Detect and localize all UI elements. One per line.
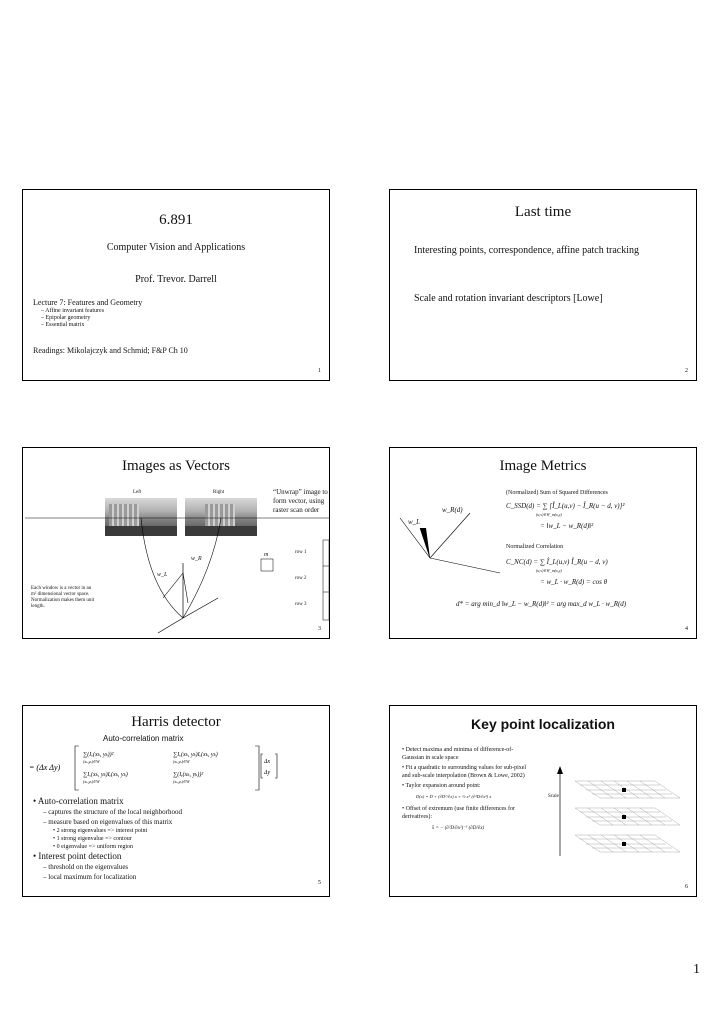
slide-number: 6: [685, 884, 688, 890]
unwrap-caption: “Unwrap” image to form vector, using raster scan order: [273, 488, 328, 514]
sub-bullet: – measure based on eigenvalues of this matrix: [43, 818, 173, 826]
slide-number: 3: [318, 626, 321, 632]
eig-item: • 2 strong eigenvalues => interest point: [53, 828, 148, 834]
nc-cosine: = w_L · w_R(d) = cos θ: [540, 578, 608, 586]
bullet: • Fit a quadratic to surrounding values for sub-pixel and sub-scale interpolation (Brown & Lowe, 2002): [402, 765, 527, 779]
slide-number: 2: [685, 368, 688, 374]
ssd-norm: = ‖w_L − w_R(d)‖²: [540, 522, 594, 530]
sub-bullet: – threshold on the eigenvalues: [43, 863, 129, 871]
nc-subscript: (u,v)∈W_m(x,y): [536, 568, 562, 573]
svg-text:∑Iₓ(xₖ, yₖ)Iᵧ(xₖ, yₖ): ∑Iₓ(xₖ, yₖ)Iᵧ(xₖ, yₖ): [83, 772, 128, 778]
ssd-title: (Normalized) Sum of Squared Differences: [506, 490, 608, 496]
vector-label-wr: w_R: [191, 556, 202, 562]
eig-item: • 0 eigenvalue => uniform region: [53, 844, 134, 850]
slide-1: [22, 189, 330, 381]
row-label: row 2: [295, 576, 307, 581]
vector-label-wl: w_L: [408, 518, 421, 526]
left-image-label: Left: [133, 490, 142, 495]
svg-text:(xₖ,yₖ)∈W: (xₖ,yₖ)∈W: [173, 759, 190, 764]
slide-title: Key point localization: [471, 716, 615, 732]
autocorrelation-matrix: [23, 706, 330, 796]
slide-title: Images as Vectors: [121, 458, 231, 474]
taylor-equation: D(x) = D + (∂Dᵀ/∂x) x + ½ xᵀ (∂²D/∂x²) x: [416, 794, 492, 799]
row-label: row 3: [295, 602, 307, 607]
harris-bullets: [33, 796, 323, 882]
vector-diagram: [23, 448, 330, 639]
right-image-label: Right: [213, 490, 225, 495]
bullet: • Auto-correlation matrix: [33, 796, 124, 806]
course-title: 6.891: [159, 212, 193, 228]
lecture-title: Lecture 7: Features and Geometry: [33, 298, 143, 307]
svg-text:(xₖ,yₖ)∈W: (xₖ,yₖ)∈W: [83, 779, 100, 784]
sub-bullet: – local maximum for localization: [43, 873, 137, 881]
bullet: • Detect maxima and minima of difference-of-Gaussian in scale space: [402, 747, 514, 761]
offset-equation: x̂ = − (∂²D/∂x²)⁻¹ (∂D/∂x): [432, 826, 485, 831]
slide-5: [22, 705, 330, 897]
slide-2: [389, 189, 697, 381]
slide-number: 5: [318, 880, 321, 886]
scale-space-diagram: [390, 706, 697, 897]
svg-text:∑(Iₓ(xₖ, yₖ))²: ∑(Iₓ(xₖ, yₖ))²: [83, 752, 114, 758]
slide-4: [389, 447, 697, 639]
point-descriptors: Scale and rotation invariant descriptors [Lowe]: [414, 293, 603, 304]
nc-title: Normalized Correlation: [506, 544, 564, 550]
bullet: • Interest point detection: [33, 851, 122, 861]
page-number: 1: [693, 962, 700, 977]
bullet: • Taylor expansion around point:: [402, 783, 481, 789]
nc-formula: C_NC(d) = ∑ Î_L(u,v) Î_R(u − d, v): [506, 558, 608, 566]
course-subtitle: Computer Vision and Applications: [106, 242, 246, 253]
eig-item: • 1 strong eigenvalue => contour: [53, 836, 132, 842]
svg-text:Δx: Δx: [264, 759, 271, 765]
slide-title: Last time: [514, 204, 572, 220]
ssd-formula: C_SSD(d) = ∑ [Î_L(u,v) − Î_R(u − d, v)]²: [506, 502, 625, 510]
topic-list: [41, 308, 104, 329]
slide-title: Harris detector: [131, 714, 221, 730]
svg-text:∑Iₓ(xₖ, yₖ)Iᵧ(xₖ, yₖ): ∑Iₓ(xₖ, yₖ)Iᵧ(xₖ, yₖ): [173, 752, 218, 758]
slide-title: Image Metrics: [499, 458, 587, 474]
window-note: Each window is a vector in an m² dimensional vector space. Normalization makes them unit length.: [31, 586, 95, 609]
svg-text:= (Δx Δy): = (Δx Δy): [29, 763, 61, 772]
readings: Readings: Mikolajczyk and Schmid; F&P Ch 10: [33, 346, 188, 355]
slide-3: [22, 447, 330, 639]
svg-text:∑(Iᵧ(xₖ, yₖ))²: ∑(Iᵧ(xₖ, yₖ))²: [173, 772, 204, 778]
scale-label: Scale: [548, 794, 559, 799]
vector-label-wr: w_R(d): [442, 506, 463, 514]
topic-item: – Epipolar geometry: [41, 315, 91, 321]
svg-text:(xₖ,yₖ)∈W: (xₖ,yₖ)∈W: [173, 779, 190, 784]
slide-6: [389, 705, 697, 897]
m-label: m: [264, 552, 269, 558]
svg-text:Δy: Δy: [264, 770, 271, 776]
dstar-formula: d* = arg min_d ‖w_L − w_R(d)‖² = arg max_d w_L · w_R(d): [456, 600, 627, 608]
slide-number: 4: [685, 626, 688, 632]
topic-item: – Essential matrix: [41, 322, 85, 328]
vector-label-wl: w_L: [157, 572, 168, 578]
row-label: row 1: [295, 550, 307, 555]
topic-item: – Affine invariant features: [41, 308, 105, 314]
author: Prof. Trevor. Darrell: [135, 274, 217, 285]
svg-text:(xₖ,yₖ)∈W: (xₖ,yₖ)∈W: [83, 759, 100, 764]
matrix-title: Auto-correlation matrix: [103, 734, 184, 743]
slide-number: 1: [318, 368, 321, 374]
ssd-subscript: (u,v)∈W_m(x,y): [536, 512, 562, 517]
bullet: • Offset of extremum (use finite differences for derivatives):: [402, 806, 516, 820]
sub-bullet: – captures the structure of the local neighborhood: [43, 808, 182, 816]
point-correspondence: Interesting points, correspondence, affine patch tracking: [414, 245, 640, 256]
